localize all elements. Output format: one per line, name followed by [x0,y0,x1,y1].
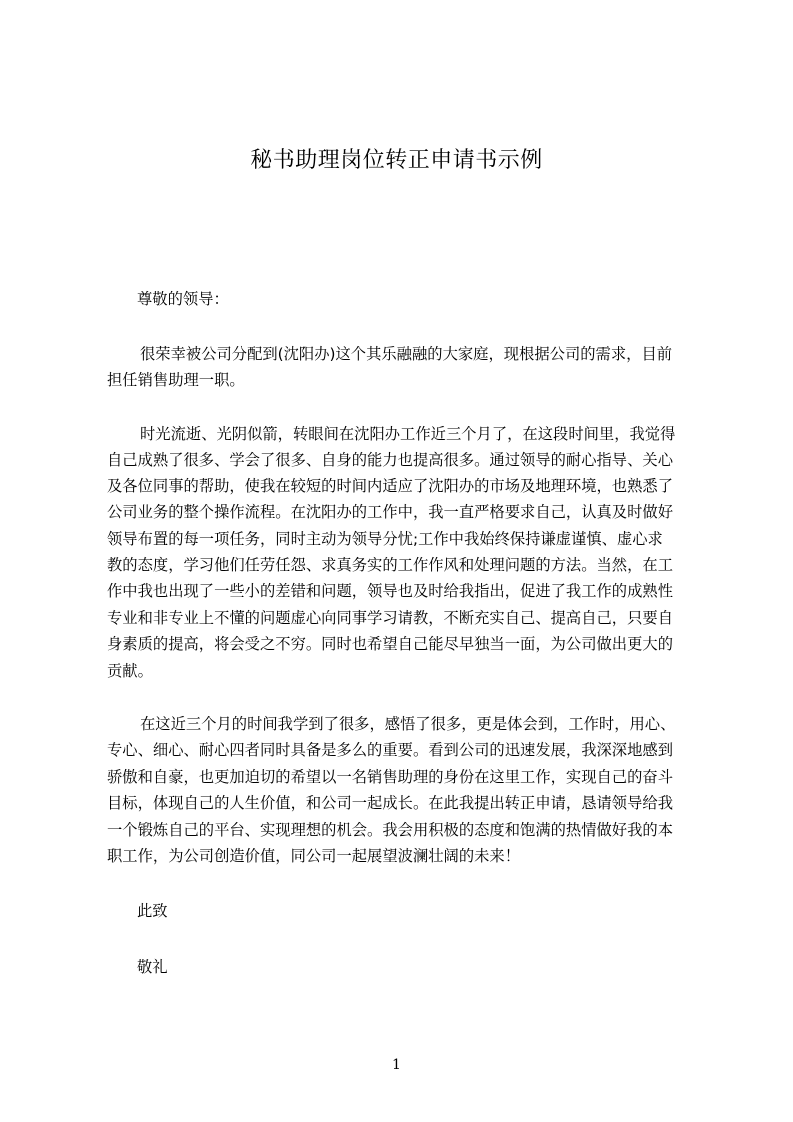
paragraph-3-line: 目标，体现自己的人生价值，和公司一起成长。在此我提出转正申请，恳请领导给我 [107,794,673,812]
paragraph-1-line: 很荣幸被公司分配到(沈阳办)这个其乐融融的大家庭，现根据公司的需求，目前 [140,345,673,363]
paragraph-2-line: 作中我也出现了一些小的差错和问题，领导也及时给我指出，促进了我工作的成熟性 [107,582,673,600]
paragraph-3-line: 骄傲和自豪，也更加迫切的希望以一名销售助理的身份在这里工作，实现自己的奋斗 [107,768,673,786]
page-number: 1 [392,1057,401,1073]
paragraph-2-line: 专业和非专业上不懂的问题虚心向同事学习请教，不断充实自己、提高自己，只要自 [107,609,673,627]
paragraph-1-line: 担任销售助理一职。 [107,371,245,389]
paragraph-2-line: 教的态度，学习他们任劳任怨、求真务实的工作作风和处理问题的方法。当然，在工 [107,556,673,574]
paragraph-3-line: 一个锻炼自己的平台、实现理想的机会。我会用积极的态度和饱满的热情做好我的本 [107,821,673,839]
paragraph-3-line: 职工作，为公司创造价值，同公司一起展望波澜壮阔的未来！ [107,847,521,865]
salutation: 尊敬的领导： [137,290,229,308]
paragraph-3-line: 专心、细心、耐心四者同时具备是多么的重要。看到公司的迅速发展，我深深地感到 [107,741,673,759]
paragraph-2-line: 身素质的提高，将会受之不穷。同时也希望自己能尽早独当一面，为公司做出更大的 [107,635,673,653]
paragraph-2-line: 时光流逝、光阴似箭，转眼间在沈阳办工作近三个月了，在这段时间里，我觉得 [140,425,676,443]
paragraph-2-line: 领导布置的每一项任务，同时主动为领导分忧;工作中我始终保持谦虚谨慎、虚心求 [107,530,663,548]
paragraph-2-line: 贡献。 [107,662,153,680]
document-title: 秘书助理岗位转正申请书示例 [250,148,543,173]
paragraph-2-line: 公司业务的整个操作流程。在沈阳办的工作中，我一直严格要求自己，认真及时做好 [107,503,673,521]
closing-line-2: 敬礼 [137,958,168,976]
paragraph-2-line: 自己成熟了很多、学会了很多、自身的能力也提高很多。通过领导的耐心指导、关心 [107,451,673,469]
paragraph-2-line: 及各位同事的帮助，使我在较短的时间内适应了沈阳办的市场及地理环境，也熟悉了 [107,477,673,495]
closing-line-1: 此致 [137,902,168,920]
paragraph-3-line: 在这近三个月的时间我学到了很多，感悟了很多，更是体会到，工作时，用心、 [140,715,676,733]
